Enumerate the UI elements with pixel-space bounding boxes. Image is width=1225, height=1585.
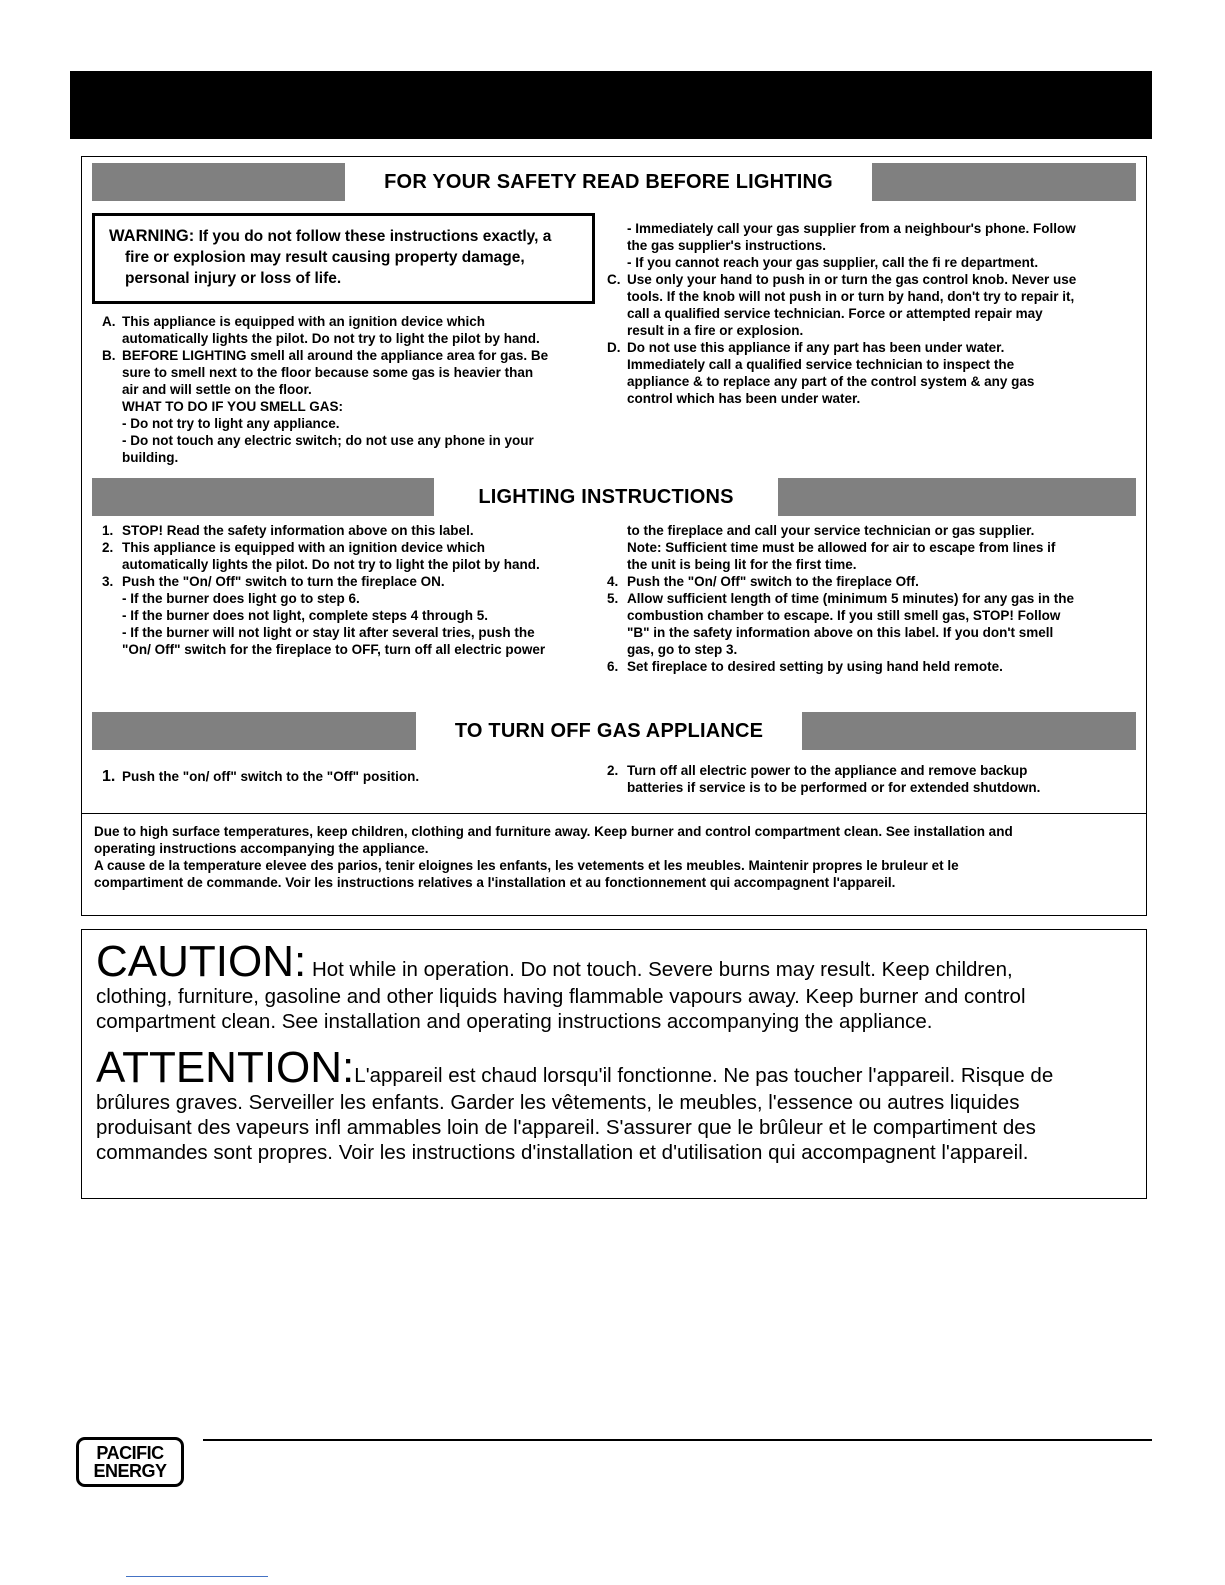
text-line: brûlures graves. Serveiller les enfants. Garder les vêtements, le meubles, l'essence ou autres liquides — [96, 1091, 1020, 1114]
text-line: WHAT TO DO IF YOU SMELL GAS: — [122, 399, 344, 414]
text-line: "On/ Off" switch for the fireplace to OFF, turn off all electric power — [122, 642, 546, 657]
text-line: the unit is being lit for the first time. — [627, 557, 857, 572]
step-number: 1. — [102, 523, 114, 538]
lighting-right-column — [607, 522, 1137, 675]
text-line: Note: Sufficient time must be allowed for air to escape from lines if — [627, 540, 1056, 555]
step-number: 4. — [607, 574, 619, 589]
text-line: Do not use this appliance if any part has been under water. — [627, 340, 1005, 355]
item-letter: C. — [607, 272, 621, 287]
text-line: Set fireplace to desired setting by using hand held remote. — [627, 659, 1003, 674]
text-line: - Do not try to light any appliance. — [122, 416, 340, 431]
text-line: L'appareil est chaud lorsqu'il fonctionne. Ne pas toucher l'appareil. Risque de — [354, 1064, 1054, 1087]
top-header-bar — [70, 71, 1152, 139]
text-line: call a qualified service technician. Force or attempted repair may — [627, 306, 1043, 321]
text-line: - If you cannot reach your gas supplier, call the fi re department. — [627, 255, 1039, 270]
safety-item-d — [607, 339, 1137, 407]
footer-rule — [203, 1439, 1152, 1441]
lighting-header-band — [92, 478, 1136, 516]
text-line: STOP! Read the safety information above on this label. — [122, 523, 474, 538]
item-letter: B. — [102, 348, 116, 363]
text-line: Push the "On/ Off" switch to turn the fireplace ON. — [122, 574, 445, 589]
attention-paragraph — [96, 1043, 1134, 1165]
section-divider — [82, 813, 1146, 814]
band-gray-left — [92, 163, 345, 201]
text-line: automatically lights the pilot. Do not try to light the pilot by hand. — [122, 557, 540, 572]
turnoff-title: TO TURN OFF GAS APPLIANCE — [454, 719, 764, 742]
text-line: This appliance is equipped with an ignition device which — [122, 540, 486, 555]
text-line: Push the "on/ off" switch to the "Off" position. — [122, 769, 420, 784]
safety-item-c — [607, 271, 1137, 339]
lighting-title: LIGHTING INSTRUCTIONS — [478, 485, 734, 508]
step-number: 2. — [102, 540, 114, 555]
text-line: combustion chamber to escape. If you still smell gas, STOP! Follow — [627, 608, 1061, 623]
text-line: tools. If the knob will not push in or turn by hand, don't try to repair it, — [627, 289, 1075, 304]
text-line: air and will settle on the floor. — [122, 382, 312, 397]
logo-line: ENERGY — [93, 1461, 167, 1481]
safety-left-column — [102, 313, 602, 466]
turnoff-right-column — [607, 762, 1137, 796]
text-line: gas, go to step 3. — [627, 642, 738, 657]
band-gray-left — [92, 478, 434, 516]
text-line: the gas supplier's instructions. — [627, 238, 826, 253]
lighting-step-1 — [102, 522, 602, 539]
safety-label-box — [81, 156, 1147, 916]
item-letter: D. — [607, 340, 621, 355]
text-line: sure to smell next to the floor because some gas is heavier than — [122, 365, 534, 380]
safety-title: FOR YOUR SAFETY READ BEFORE LIGHTING — [384, 170, 833, 193]
text-line: compartment clean. See installation and operating instructions accompanying the appliance. — [96, 1010, 933, 1033]
text-line: Push the "On/ Off" switch to the fireplace Off. — [627, 574, 919, 589]
text-line: result in a fire or explosion. — [627, 323, 804, 338]
safety-item-a — [102, 313, 602, 347]
text-line: building. — [122, 450, 179, 465]
attention-word: ATTENTION: — [96, 1043, 355, 1092]
band-gray-right — [872, 163, 1136, 201]
warning-label: WARNING: — [109, 227, 195, 245]
turnoff-step-1 — [102, 768, 602, 785]
turnoff-step-2 — [607, 762, 1137, 796]
text-line: "B" in the safety information above on this label. If you don't smell — [627, 625, 1054, 640]
safety-right-column — [607, 220, 1137, 407]
text-line: commandes sont propres. Voir les instructions d'installation et d'utilisation qui accompagnent l'appareil. — [96, 1141, 1029, 1164]
text-line: Allow sufficient length of time (minimum 5 minutes) for any gas in the — [627, 591, 1075, 606]
warning-line-2: fire or explosion may result causing property damage, — [125, 249, 525, 266]
text-line: Immediately call a qualified service technician to inspect the — [627, 357, 1015, 372]
turnoff-left-column — [102, 768, 602, 785]
text-line: - Do not touch any electric switch; do not use any phone in your — [122, 433, 534, 448]
step-number: 6. — [607, 659, 619, 674]
safety-item-b — [102, 347, 602, 466]
step-number: 2. — [607, 763, 619, 778]
text-line: compartiment de commande. Voir les instructions relatives a l'installation et au fonctionnement qui accompagnent l'appareil. — [94, 875, 896, 890]
item-letter: A. — [102, 314, 116, 329]
text-line: This appliance is equipped with an ignition device which — [122, 314, 486, 329]
band-gray-right — [802, 712, 1136, 750]
caution-paragraph — [96, 937, 1134, 1034]
lighting-step-6 — [607, 658, 1137, 675]
band-gray-right — [778, 478, 1136, 516]
text-line: Use only your hand to push in or turn the gas control knob. Never use — [627, 272, 1077, 287]
text-line: Due to high surface temperatures, keep children, clothing and furniture away. Keep burner and control compartment clean. See installation and — [94, 824, 1013, 839]
text-line: batteries if service is to be performed or for extended shutdown. — [627, 780, 1041, 795]
text-line: - If the burner does not light, complete steps 4 through 5. — [122, 608, 489, 623]
temperature-notice — [94, 823, 1134, 891]
safety-header-band — [92, 163, 1136, 201]
text-line: Turn off all electric power to the appliance and remove backup — [627, 763, 1028, 778]
text-line: Hot while in operation. Do not touch. Severe burns may result. Keep children, — [311, 958, 1013, 981]
lighting-step-2 — [102, 539, 602, 573]
warning-box — [92, 213, 595, 304]
text-line: A cause de la temperature elevee des parios, tenir eloignes les enfants, les vetements et les meubles. Maintenir propres le bruleur et le — [94, 858, 959, 873]
text-line: to the fireplace and call your service technician or gas supplier. — [627, 523, 1035, 538]
text-line: appliance & to replace any part of the control system & any gas — [627, 374, 1035, 389]
text-line: control which has been under water. — [627, 391, 861, 406]
text-line: clothing, furniture, gasoline and other liquids having flammable vapours away. Keep burner and control — [96, 985, 1026, 1008]
turnoff-header-band — [92, 712, 1136, 750]
text-line: produisant des vapeurs infl ammables loin de l'appareil. S'assurer que le brûleur et le compartiment des — [96, 1116, 1036, 1139]
text-line: - If the burner does light go to step 6. — [122, 591, 360, 606]
step-number: 3. — [102, 574, 114, 589]
warning-line-3: personal injury or loss of life. — [125, 270, 342, 287]
warning-line-1: If you do not follow these instructions exactly, a — [198, 228, 552, 245]
step-number: 5. — [607, 591, 619, 606]
band-gray-left — [92, 712, 416, 750]
text-line: - If the burner will not light or stay lit after several tries, push the — [122, 625, 535, 640]
link-underline[interactable] — [126, 1576, 268, 1577]
lighting-left-column — [102, 522, 602, 658]
lighting-step-3 — [102, 573, 602, 658]
lighting-step-5 — [607, 590, 1137, 658]
lighting-step-4 — [607, 573, 1137, 590]
text-line: - Immediately call your gas supplier from a neighbour's phone. Follow — [627, 221, 1076, 236]
text-line: automatically lights the pilot. Do not try to light the pilot by hand. — [122, 331, 540, 346]
step-number: 1. — [102, 768, 116, 785]
pacific-energy-logo — [76, 1437, 184, 1487]
text-line: operating instructions accompanying the appliance. — [94, 841, 429, 856]
caution-box — [81, 929, 1147, 1199]
text-line: BEFORE LIGHTING smell all around the appliance area for gas. Be — [122, 348, 549, 363]
caution-word: CAUTION: — [96, 937, 307, 986]
logo-line: PACIFIC — [96, 1443, 164, 1463]
